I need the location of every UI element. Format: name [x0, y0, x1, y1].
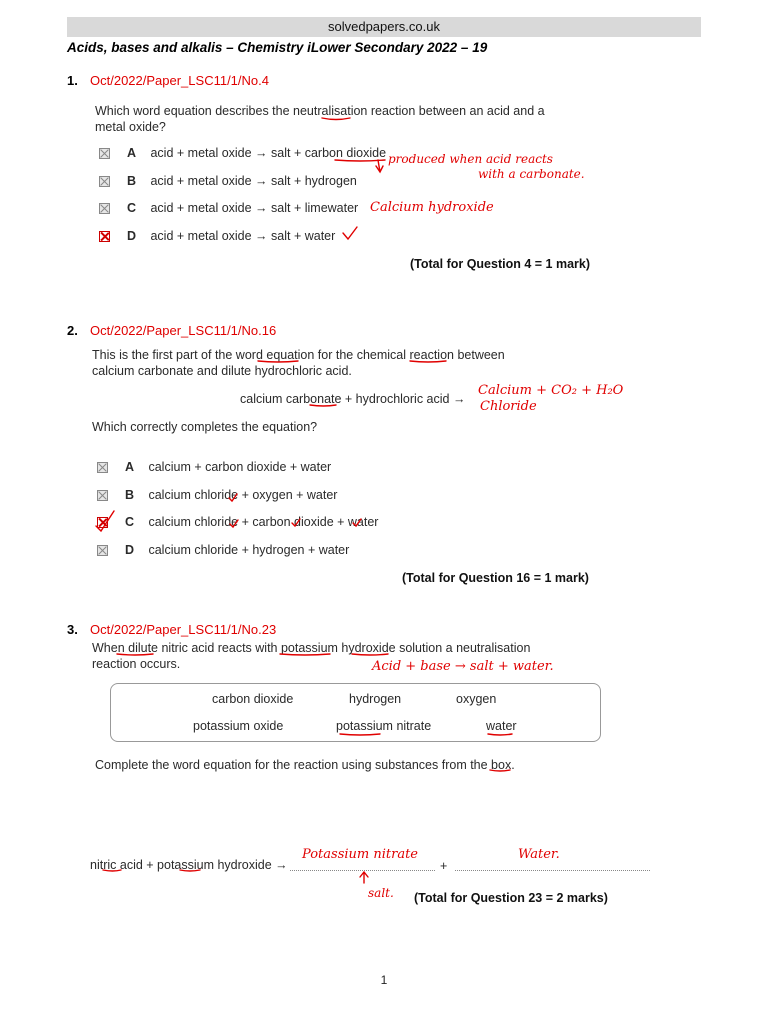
option-letter: C	[125, 515, 135, 529]
question-1-text-line-2: metal oxide?	[95, 120, 166, 134]
arrow-mark	[360, 872, 368, 883]
answer-line-2[interactable]	[455, 870, 650, 871]
question-2-prompt: Which correctly completes the equation?	[92, 420, 318, 434]
question-2-total: (Total for Question 16 = 1 mark)	[402, 571, 589, 585]
option-text: acid + metal oxide → salt + limewater	[150, 201, 359, 215]
question-2-ref: Oct/2022/Paper_LSC11/1/No.16	[90, 323, 277, 338]
q1-option-c-checkbox[interactable]	[99, 203, 110, 214]
q2-option-a-checkbox[interactable]	[97, 462, 108, 473]
q3-annotation-rule: Acid + base → salt + water.	[372, 659, 554, 674]
box-word: potassium nitrate	[336, 719, 432, 733]
question-3-number: 3.	[67, 622, 78, 637]
question-2-number: 2.	[67, 323, 78, 338]
q1-option-d-checkbox[interactable]	[99, 231, 110, 242]
q1-annotation-carbonate: produced when acid reacts	[388, 152, 553, 166]
option-text: calcium + carbon dioxide + water	[148, 460, 332, 474]
q1-annotation-carbonate-2: with a carbonate.	[478, 167, 585, 181]
answer-line-1[interactable]	[290, 870, 435, 871]
q2-option-a	[125, 460, 331, 474]
q2-option-c-checkbox[interactable]	[97, 517, 108, 528]
box-word: hydrogen	[349, 692, 402, 706]
q2-option-c	[125, 515, 378, 529]
q1-option-b-checkbox[interactable]	[99, 176, 110, 187]
q1-option-b	[127, 174, 357, 188]
option-text: acid + metal oxide → salt + carbon dioxide	[150, 146, 387, 160]
q3-answer-1: Potassium nitrate	[302, 847, 418, 862]
box-word: oxygen	[456, 692, 497, 706]
question-3-text-line-2: reaction occurs.	[92, 657, 181, 671]
option-letter: D	[125, 543, 135, 557]
option-text: calcium chloride + hydrogen + water	[148, 543, 350, 557]
q2-option-b-checkbox[interactable]	[97, 490, 108, 501]
q1-option-d	[127, 229, 335, 243]
option-text: calcium chloride + carbon dioxide + water	[148, 515, 379, 529]
question-3-total: (Total for Question 23 = 2 marks)	[414, 891, 608, 905]
question-3-text-line-1: When dilute nitric acid reacts with potassium hydroxide solution a neutralisation	[92, 641, 531, 655]
q3-annotation-salt: salt.	[368, 886, 394, 900]
option-letter: D	[127, 229, 137, 243]
option-text: calcium chloride + oxygen + water	[148, 488, 338, 502]
page-number: 1	[380, 973, 388, 987]
site-header: solvedpapers.co.uk	[67, 17, 701, 37]
q2-option-d	[125, 543, 349, 557]
q1-option-a-checkbox[interactable]	[99, 148, 110, 159]
q2-option-d-checkbox[interactable]	[97, 545, 108, 556]
arrow-mark	[376, 160, 383, 172]
question-1-number: 1.	[67, 73, 78, 88]
q2-annotation-chloride: Chloride	[480, 399, 537, 414]
option-letter: B	[125, 488, 135, 502]
q3-answer-2: Water.	[518, 847, 560, 862]
box-word: carbon dioxide	[212, 692, 294, 706]
option-letter: A	[127, 146, 137, 160]
question-1-text-line-1: Which word equation describes the neutralisation reaction between an acid and a	[95, 104, 545, 118]
box-word: potassium oxide	[193, 719, 284, 733]
question-2-equation: calcium carbonate + hydrochloric acid →	[240, 392, 466, 406]
option-letter: A	[125, 460, 135, 474]
q1-option-c	[127, 201, 358, 215]
question-3-ref: Oct/2022/Paper_LSC11/1/No.23	[90, 622, 277, 637]
page-title: Acids, bases and alkalis – Chemistry iLower Secondary 2022 – 19	[67, 40, 488, 55]
question-1-ref: Oct/2022/Paper_LSC11/1/No.4	[90, 73, 269, 88]
question-2-text-line-1: This is the first part of the word equation for the chemical reaction between	[92, 348, 505, 362]
q2-annotation-products: Calcium + CO₂ + H₂O	[478, 383, 624, 398]
underline-mark	[335, 160, 385, 161]
question-1-total: (Total for Question 4 = 1 mark)	[410, 257, 591, 271]
tick-mark	[343, 227, 357, 239]
q1-option-a	[127, 146, 386, 160]
option-text: acid + metal oxide → salt + water	[150, 229, 336, 243]
plus-sign: +	[440, 859, 448, 873]
option-letter: C	[127, 201, 137, 215]
option-text: acid + metal oxide → salt + hydrogen	[150, 174, 357, 188]
q2-option-b	[125, 488, 337, 502]
box-word: water	[486, 719, 517, 733]
question-3-equation: nitric acid + potassium hydroxide →	[90, 858, 288, 872]
q1-annotation-limewater: Calcium hydroxide	[370, 200, 494, 215]
option-letter: B	[127, 174, 137, 188]
question-3-prompt: Complete the word equation for the reaction using substances from the box.	[95, 758, 515, 772]
question-2-text-line-2: calcium carbonate and dilute hydrochloric acid.	[92, 364, 352, 378]
